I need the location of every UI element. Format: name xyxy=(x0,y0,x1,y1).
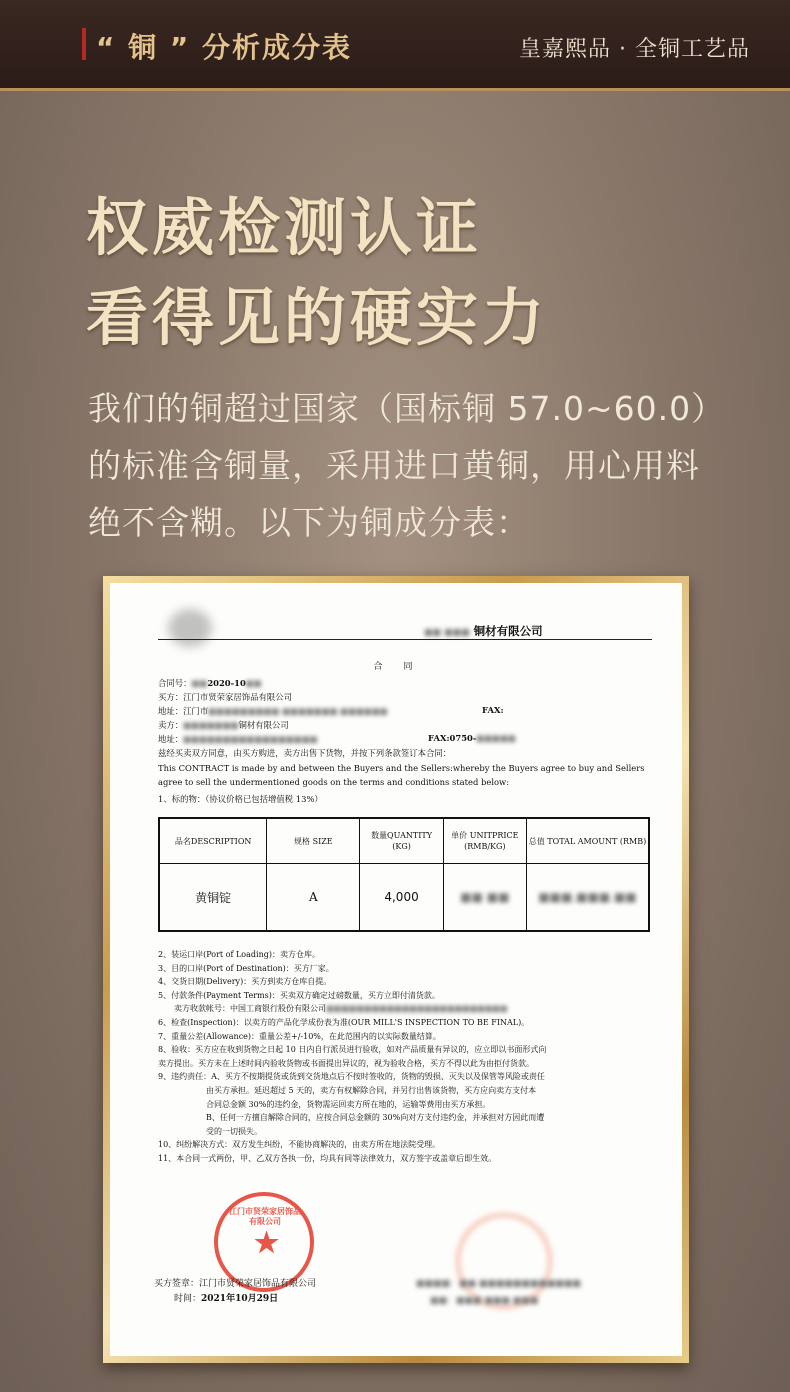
headline-line-1: 权威检测认证 xyxy=(86,191,483,264)
term-item: 3、目的口岸(Port of Destination)：买方厂家。 xyxy=(158,963,334,973)
col-quantity: 数量QUANTITY (KG) xyxy=(360,818,443,864)
term-item: 5、付款条件(Payment Terms)：买卖双方确定过磅数量，买方立即付清货款。 xyxy=(158,990,440,1000)
intro-cn: 兹经买卖双方同意，由买方购进，卖方出售下货物，并按下列条款签订本合同： xyxy=(158,748,452,758)
gold-frame xyxy=(103,576,689,1363)
intro-en-2: agree to sell the undermentioned goods on the terms and conditions stated below: xyxy=(158,777,510,787)
cell-quantity: 4,000 xyxy=(360,864,443,932)
description-text: 我们的铜超过国家（国标铜 57.0~60.0）的标准含铜量，采用进口黄铜，用心用料绝不含糊。以下为铜成分表： xyxy=(88,389,726,542)
col-total: 总值 TOTAL AMOUNT (RMB) xyxy=(526,818,649,864)
col-size: 规格 SIZE xyxy=(267,818,360,864)
col-description: 品名DESCRIPTION xyxy=(159,818,267,864)
term-item: 由买方承担。延迟超过 5 天的，卖方有权解除合同，并另行出售该货物，买方应向卖方支付本 xyxy=(158,1085,537,1095)
document-title: 合 同 xyxy=(373,662,419,672)
seller-line: 卖方：■■■■■■■铜材有限公司 xyxy=(158,720,289,730)
term-item: 4、交货日期(Delivery)：买方到卖方仓库自提。 xyxy=(158,977,332,987)
contract-terms xyxy=(158,948,658,1166)
term-item: 受的一切损失。 xyxy=(158,1126,262,1136)
cell-unitprice: ■■ ■■ xyxy=(443,864,526,932)
term-item: 7、重量公差(Allowance)：重量公差+/-10%，在此范围内的以实际数量结算。 xyxy=(158,1031,441,1041)
contract-number: 合同号：■■2020-10■■ xyxy=(158,678,262,688)
term-item: B、任何一方擅自解除合同的，应按合同总金额的 30%向对方支付违约金，并承担对方因此而遭 xyxy=(158,1113,545,1123)
blurred-logo xyxy=(168,609,212,647)
sign-time: 时间：2021年10月29日 xyxy=(174,1294,279,1304)
term-item: 10、纠纷解决方式：双方发生纠纷，不能协商解决的，由卖方所在地法院受理。 xyxy=(158,1140,441,1150)
blurred-seller-signature: ■■■■：■■ ■■■■■■■■■■■■ xyxy=(416,1279,581,1289)
headline-line-2: 看得见的硬实力 xyxy=(86,281,549,354)
buyer-signature: 买方签章：江门市贤荣家居饰品有限公司 xyxy=(154,1279,317,1289)
term-item: 合同总金额 30%的违约金，货物需运回卖方所在地的，运输等费用由买方承担。 xyxy=(158,1099,491,1109)
table-header-row xyxy=(159,818,649,864)
buyer-fax: FAX: xyxy=(482,705,504,715)
top-banner xyxy=(0,0,790,91)
buyer-seal: 江门市贤荣家居饰品有限公司 ★ xyxy=(214,1192,314,1292)
header-divider xyxy=(158,639,652,640)
term-item: 9、违约责任：A、买方不按期提货或货到交货地点后不按时签收的，货物的毁损、灭失以及保管等风险或责任 xyxy=(158,1072,545,1082)
blurred-seller-time: ■■：■■■ ■■■ ■■■ xyxy=(430,1296,539,1306)
term-item: 8、验收：买方应在收到货物之日起 10 日内自行派员进行验收，如对产品质量有异议的，应立即以书面形式向 xyxy=(158,1045,547,1055)
term-item: 6、检查(Inspection)：以卖方的产品化学成份表为准(OUR MILL'S INSPECTION TO BE FINAL)。 xyxy=(158,1017,530,1027)
red-accent-bar xyxy=(82,28,86,60)
term-item: 2、装运口岸(Port of Loading)：卖方仓库。 xyxy=(158,950,320,959)
term-item: 11、本合同一式两份，甲、乙双方各执一份，均具有同等法律效力，双方签字或盖章后即生效。 xyxy=(158,1153,497,1163)
contract-document xyxy=(110,583,682,1356)
company-header: ■■ ■■■ 铜材有限公司 xyxy=(424,624,543,638)
col-unitprice: 单价 UNITPRICE (RMB/KG) xyxy=(443,818,526,864)
cell-description: 黄铜锭 xyxy=(159,864,267,932)
cell-size: A xyxy=(267,864,360,932)
item-heading: 1、标的物：（协议价格已包括增值税 13%） xyxy=(158,794,323,804)
intro-en-1: This CONTRACT is made by and between the Buyers and the Sellers:whereby the Buyers agree to buy and Sellers xyxy=(158,763,645,773)
buyer-address: 地址：江门市■■■■■■■■■ ■■■■■■■ ■■■■■■ xyxy=(158,706,388,716)
table-row xyxy=(159,864,649,932)
seller-address: 地址：■■■■■■■■■■■■■■■■■ xyxy=(158,734,318,744)
section-title: “ 铜 ” 分析成分表 xyxy=(96,31,353,64)
buyer-line: 买方：江门市贤荣家居饰品有限公司 xyxy=(158,692,292,702)
cell-total: ■■■,■■■.■■ xyxy=(526,864,649,932)
brand-name: 皇嘉熙品 · 全铜工艺品 xyxy=(519,37,750,62)
term-item: 卖方收款帐号：中国工商银行股份有限公司■■■■■■■■■■■■■■■■■■■■■■■■ xyxy=(158,1004,508,1014)
seller-fax: FAX:0750-■■■■■ xyxy=(428,733,516,743)
seal-star-icon: ★ xyxy=(254,1226,280,1259)
term-item: 卖方提出。买方未在上述时间内验收货物或书面提出异议的，视为验收合格，买方不得以此为由拒付货款。 xyxy=(158,1058,534,1068)
goods-table xyxy=(158,817,650,932)
